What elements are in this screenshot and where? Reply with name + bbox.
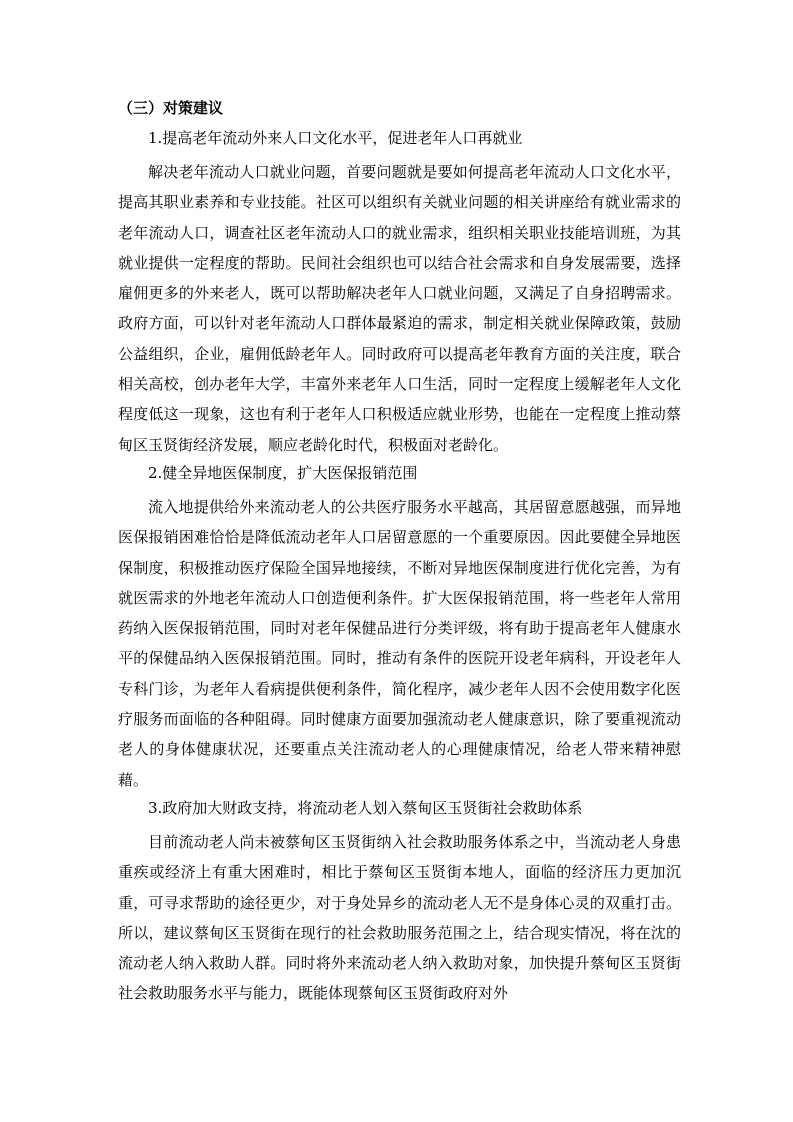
item-3-paragraph: 目前流动老人尚未被蔡甸区玉贤街纳入社会救助服务体系之中，当流动老人身患重疾或经济上有重大困难时，相比于蔡甸区玉贤街本地人，面临的经济压力更加沉重，可寻求帮助的途径更少，对于身处异乡的流动老人无不是身体心灵的双重打击。所以，建议蔡甸区玉贤街在现行的社会救助服务范围之上，结合现实情况，将在沈的流动老人纳入救助人群。同时将外来流动老人纳入救助对象，加快提升蔡甸区玉贤街社会救助服务水平与能力，既能体现蔡甸区玉贤街政府对外 [118,832,681,1003]
section-heading: （三）对策建议 [118,99,224,117]
document-body [118,97,681,1009]
item-1-paragraph: 解决老年流动人口就业问题，首要问题就是要如何提高老年流动人口文化水平，提高其职业素养和专业技能。社区可以组织有关就业问题的相关讲座给有就业需求的老年流动人口，调查社区老年流动人口的就业需求，组织相关职业技能培训班，为其就业提供一定程度的帮助。民间社会组织也可以结合社会需求和自身发展需要，选择雇佣更多的外来老人，既可以帮助解决老年人口就业问题，又满足了自身招聘需求。政府方面，可以针对老年流动人口群体最紧迫的需求，制定相关就业保障政策，鼓励公益组织，企业，雇佣低龄老年人。同时政府可以提高老年教育方面的关注度，联合相关高校，创办老年大学，丰富外来老年人口生活，同时一定程度上缓解老年人文化程度低这一现象，这也有利于老年人口积极适应就业形势，也能在一定程度上推动蔡甸区玉贤街经济发展，顺应老龄化时代，积极面对老龄化。 [118,163,681,454]
item-2-paragraph: 流入地提供给外来流动老人的公共医疗服务水平越高，其居留意愿越强，而异地医保报销困难恰恰是降低流动老年人口居留意愿的一个重要原因。因此要健全异地医保制度，积极推动医疗保险全国异地接续，不断对异地医保制度进行优化完善，为有就医需求的外地老年流动人口创造便利条件。扩大医保报销范围，将一些老年人常用药纳入医保报销范围，同时对老年保健品进行分类评级，将有助于提高老年人健康水平的保健品纳入医保报销范围。同时，推动有条件的医院开设老年病科，开设老年人专科门诊，为老年人看病提供便利条件，简化程序，减少老年人因不会使用数字化医疗服务而面临的各种阻碍。同时健康方面要加强流动老人健康意识，除了要重视流动老人的身体健康状况，还要重点关注流动老人的心理健康情况，给老人带来精神慰藉。 [118,497,681,789]
item-2-title: 2.健全异地医保制度，扩大医保报销范围 [148,463,418,482]
item-3-title: 3.政府加大财政支持，将流动老人划入蔡甸区玉贤街社会救助体系 [148,798,583,817]
item-1-title: 1.提高老年流动外来人口文化水平，促进老年人口再就业 [148,129,523,147]
